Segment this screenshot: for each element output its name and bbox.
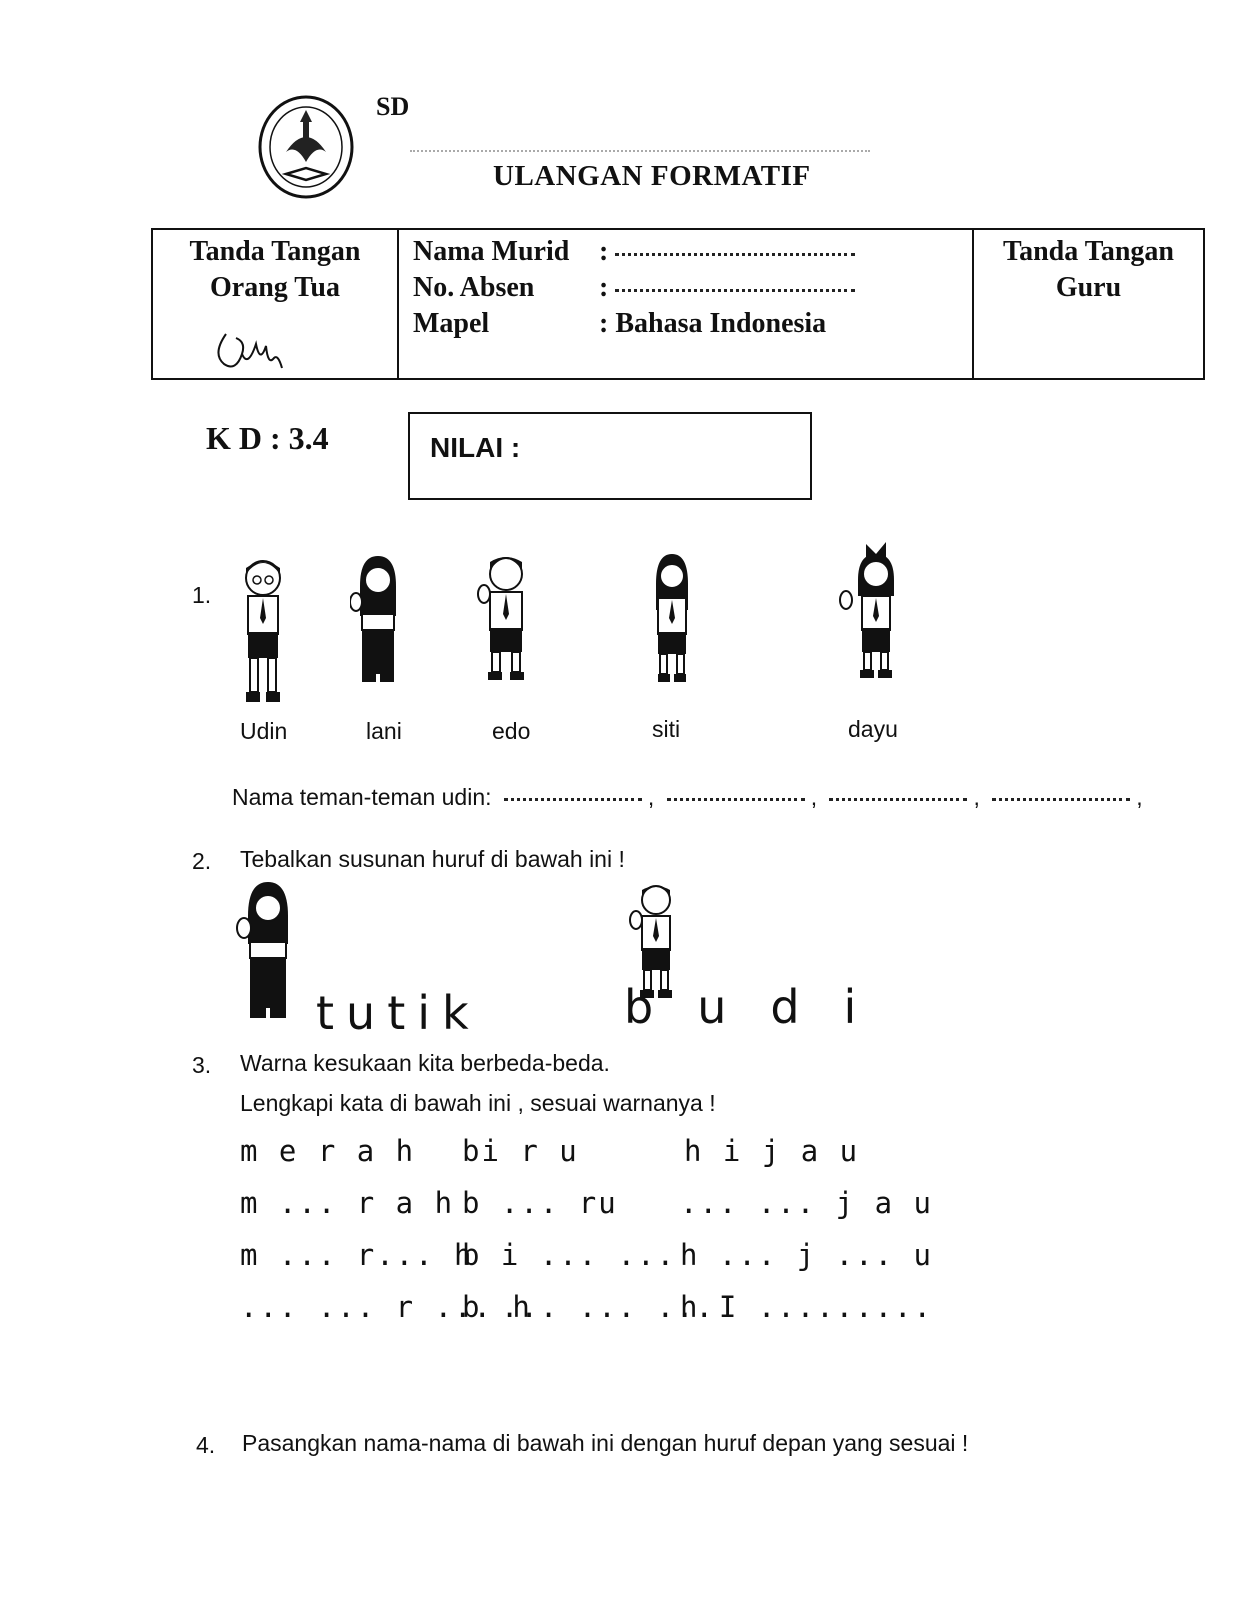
kd-label: K D : 3.4: [206, 420, 329, 456]
q2-number: 2.: [192, 848, 212, 874]
student-name-field[interactable]: :: [599, 236, 855, 268]
kid-name-udin: Udin: [240, 718, 288, 744]
page-title: ULANGAN FORMATIF: [493, 160, 811, 192]
teacher-signature-title: Tanda Tangan Guru: [1003, 236, 1174, 303]
kid-name-siti: siti: [652, 716, 681, 742]
friend-blank-2[interactable]: [667, 797, 805, 801]
color-word-merah: m e r a h: [240, 1134, 416, 1168]
kid-name-edo: edo: [492, 718, 531, 744]
score-box: [408, 412, 812, 500]
q1-number: 1.: [192, 582, 212, 608]
q3-line1: Warna kesukaan kita berbeda-beda.: [240, 1050, 610, 1076]
friends-prompt: Nama teman-teman udin:: [232, 784, 492, 810]
lani-figure-icon: [350, 556, 406, 686]
q4-instruction: Pasangkan nama-nama di bawah ini dengan huruf depan yang sesuai !: [242, 1430, 969, 1456]
teacher-signature-cell: [974, 230, 1203, 378]
parent-signature-icon: [206, 324, 306, 374]
blank-word-merah-3[interactable]: ... ... r ... h: [240, 1290, 532, 1324]
tut-wuri-handayani-logo-icon: [256, 92, 356, 202]
blank-word-merah-2[interactable]: m ... r... h: [240, 1238, 474, 1272]
q4-number: 4.: [196, 1432, 216, 1458]
blank-word-biru-1[interactable]: b ... ru: [462, 1186, 618, 1220]
tutik-figure-icon: [236, 882, 298, 1022]
siti-figure-icon: [650, 554, 694, 686]
identity-table: [151, 228, 1205, 380]
friend-blank-1[interactable]: [504, 797, 642, 801]
edo-figure-icon: [476, 552, 532, 684]
q3-line2: Lengkapi kata di bawah ini , sesuai warnanya !: [240, 1090, 716, 1116]
parent-signature-title: Tanda Tangan Orang Tua: [189, 236, 361, 303]
friends-answer-line: Nama teman-teman udin: , , , ,: [232, 784, 1143, 810]
blank-word-hijau-1[interactable]: ... ... j a u: [680, 1186, 933, 1220]
color-word-biru: bi r u: [462, 1134, 579, 1168]
blank-word-merah-1[interactable]: m ... r a h: [240, 1186, 455, 1220]
student-info-cell: [399, 230, 974, 378]
kid-name-dayu: dayu: [848, 716, 898, 742]
udin-figure-icon: [236, 556, 290, 708]
absent-no-label: No. Absen: [413, 272, 535, 303]
q3-number: 3.: [192, 1052, 212, 1078]
friend-blank-3[interactable]: [829, 797, 967, 801]
kid-name-lani: lani: [366, 718, 402, 744]
school-name-line: [410, 150, 870, 152]
q2-instruction: Tebalkan susunan huruf di bawah ini !: [240, 846, 625, 872]
color-word-hijau: h i j a u: [684, 1134, 860, 1168]
student-name-label: Nama Murid: [413, 236, 570, 267]
score-label: NILAI :: [430, 432, 521, 463]
absent-no-field[interactable]: :: [599, 272, 855, 304]
blank-word-biru-2[interactable]: b i ... ...: [462, 1238, 677, 1272]
school-prefix: SD: [376, 92, 410, 121]
subject-value: : Bahasa Indonesia: [599, 308, 827, 339]
dayu-figure-icon: [836, 540, 906, 686]
blank-word-hijau-2[interactable]: h ... j ... u: [680, 1238, 933, 1272]
trace-word-tutik[interactable]: tutik: [316, 986, 481, 1040]
blank-word-biru-3[interactable]: b ... ... ...: [462, 1290, 715, 1324]
friend-blank-4[interactable]: [992, 797, 1130, 801]
subject-label: Mapel: [413, 308, 490, 339]
blank-word-hijau-3[interactable]: h I .........: [680, 1290, 933, 1324]
trace-word-budi[interactable]: budi: [624, 980, 901, 1034]
